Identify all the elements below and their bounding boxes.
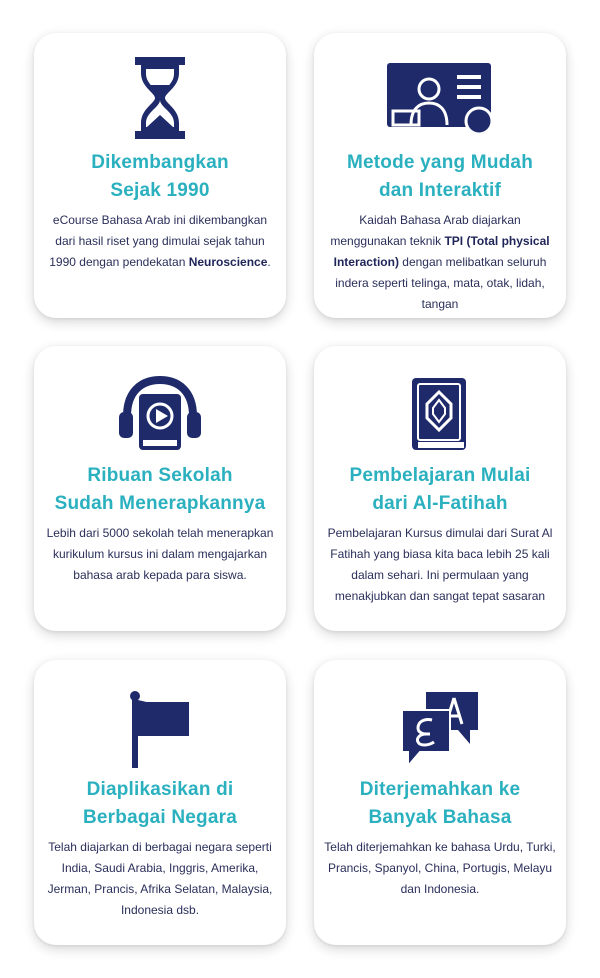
- hourglass-icon: [133, 57, 187, 139]
- card-description: Kaidah Bahasa Arab diajarkan menggunakan teknik TPI (Total physical Interaction) dengan melibatkan seluruh indera seperti telinga, mata, otak, lidah, tangan: [330, 213, 550, 311]
- feature-card-developed: [34, 33, 286, 318]
- feature-card-translations: [314, 660, 566, 945]
- card-title: Pembelajaran Mulai dari Al-Fatihah: [349, 465, 531, 514]
- presenter-icon: [385, 63, 495, 139]
- card-title: Diterjemahkan ke Banyak Bahasa: [359, 779, 521, 828]
- translate-icon: [400, 690, 480, 766]
- card-title: Diaplikasikan di Berbagai Negara: [82, 779, 237, 828]
- card-title: Ribuan Sekolah Sudah Menerapkannya: [54, 465, 266, 514]
- card-title: Dikembangkan Sejak 1990: [91, 152, 229, 201]
- card-title: Metode yang Mudah dan Interaktif: [346, 152, 533, 201]
- card-description: Telah diterjemahkan ke bahasa Urdu, Turki, Prancis, Spanyol, China, Portugis, Melayu dan Indonesia.: [324, 840, 556, 896]
- feature-card-schools: [34, 346, 286, 631]
- quran-icon: [410, 378, 470, 456]
- feature-card-method: [314, 33, 566, 318]
- flag-icon: [127, 690, 193, 768]
- card-description: Lebih dari 5000 sekolah telah menerapkan kurikulum kursus ini dalam mengajarkan bahasa arab kepada para siswa.: [46, 526, 274, 582]
- feature-card-alfatihah: [314, 346, 566, 631]
- card-description: Telah diajarkan di berbagai negara seperti India, Saudi Arabia, Inggris, Amerika, Jerman, Prancis, Afrika Selatan, Malaysia, Indonesia dsb.: [47, 840, 273, 917]
- headphones-book-icon: [117, 376, 203, 454]
- card-description: Pembelajaran Kursus dimulai dari Surat Al Fatihah yang biasa kita baca lebih 25 kali dalam sehari. Ini permulaan yang menakjubkan dan sangat tepat sasaran: [327, 526, 553, 603]
- feature-card-countries: [34, 660, 286, 945]
- card-description: eCourse Bahasa Arab ini dikembangkan dari hasil riset yang dimulai sejak tahun 1990 dengan pendekatan Neuroscience.: [49, 213, 271, 269]
